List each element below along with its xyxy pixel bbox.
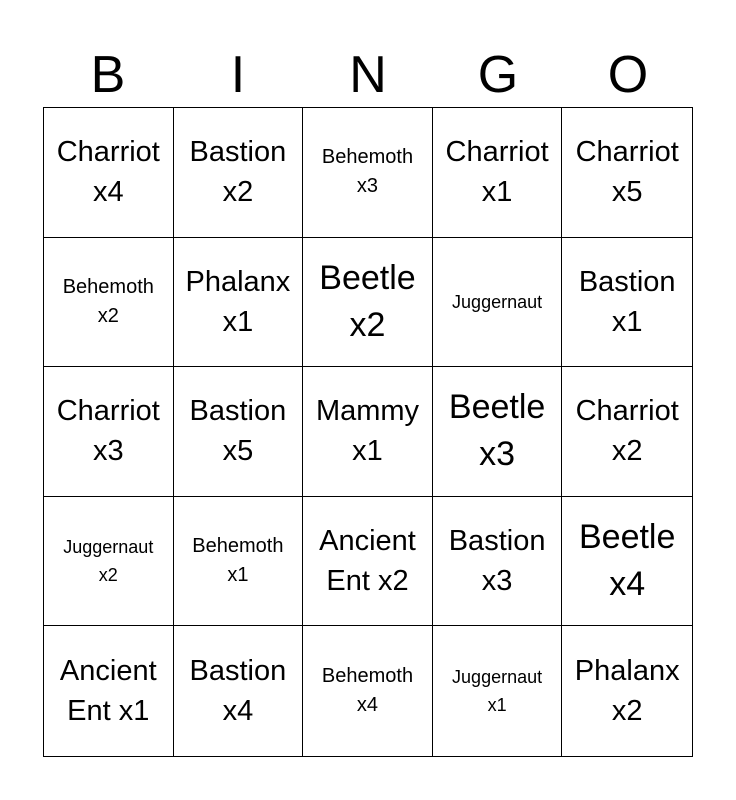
bingo-cell-label: Ancient Ent x1 <box>59 655 157 728</box>
bingo-cell-i4[interactable] <box>174 497 304 627</box>
bingo-header <box>43 44 693 106</box>
bingo-cell-n3[interactable] <box>303 367 433 497</box>
bingo-cell-g3[interactable] <box>433 367 563 497</box>
bingo-cell-n5[interactable] <box>303 626 433 756</box>
bingo-cell-o5[interactable] <box>562 626 692 756</box>
bingo-cell-n1[interactable] <box>303 108 433 238</box>
bingo-cell-b2[interactable] <box>44 238 174 368</box>
bingo-cell-label: Bastion x3 <box>448 525 546 598</box>
bingo-cell-label: Behemoth x2 <box>62 275 154 327</box>
bingo-cell-label: Bastion x1 <box>578 265 676 338</box>
bingo-cell-label: Behemoth x1 <box>192 535 284 587</box>
bingo-cell-o3[interactable] <box>562 367 692 497</box>
bingo-cell-g5[interactable] <box>433 626 563 756</box>
bingo-cell-label: Juggernaut <box>452 291 543 312</box>
bingo-cell-label: Behemoth x3 <box>321 146 414 198</box>
bingo-cell-label: Phalanx x2 <box>574 655 680 728</box>
bingo-cell-g1[interactable] <box>433 108 563 238</box>
bingo-cell-n2[interactable] <box>303 238 433 368</box>
bingo-cell-i1[interactable] <box>174 108 304 238</box>
bingo-cell-g2[interactable] <box>433 238 563 368</box>
bingo-cell-label: Beetle x4 <box>578 518 676 604</box>
bingo-cell-label: Charriot x2 <box>575 395 679 468</box>
bingo-cell-label: Bastion x5 <box>189 395 287 468</box>
bingo-cell-label: Bastion x4 <box>189 655 287 728</box>
bingo-cell-label: Charriot x5 <box>575 136 679 209</box>
bingo-cell-o4[interactable] <box>562 497 692 627</box>
header-letter-b: B <box>90 46 126 104</box>
bingo-cell-b1[interactable] <box>44 108 174 238</box>
bingo-cell-b3[interactable] <box>44 367 174 497</box>
bingo-board <box>43 107 693 757</box>
bingo-cell-label: Charriot x4 <box>56 136 160 209</box>
bingo-cell-n4[interactable] <box>303 497 433 627</box>
bingo-cell-label: Beetle x3 <box>448 388 546 474</box>
header-letter-g: G <box>477 46 519 104</box>
bingo-cell-label: Beetle x2 <box>319 258 416 344</box>
bingo-cell-label: Bastion x2 <box>189 136 287 209</box>
bingo-cell-i2[interactable] <box>174 238 304 368</box>
bingo-cell-label: Ancient Ent x2 <box>319 525 416 598</box>
bingo-cell-o2[interactable] <box>562 238 692 368</box>
header-letter-i: I <box>230 46 246 104</box>
bingo-cell-o1[interactable] <box>562 108 692 238</box>
bingo-cell-label: Phalanx x1 <box>185 265 291 338</box>
header-letter-o: O <box>607 46 649 104</box>
bingo-cell-label: Charriot x1 <box>445 136 549 209</box>
bingo-cell-label: Charriot x3 <box>56 395 160 468</box>
bingo-cell-label: Mammy x1 <box>315 395 420 468</box>
bingo-cell-b4[interactable] <box>44 497 174 627</box>
bingo-cell-i3[interactable] <box>174 367 304 497</box>
bingo-cell-i5[interactable] <box>174 626 304 756</box>
bingo-cell-label: Juggernaut x1 <box>452 667 543 716</box>
bingo-cell-label: Juggernaut x2 <box>63 537 154 586</box>
header-letter-n: N <box>349 46 387 104</box>
bingo-cell-g4[interactable] <box>433 497 563 627</box>
bingo-cell-label: Behemoth x4 <box>321 665 414 717</box>
bingo-cell-b5[interactable] <box>44 626 174 756</box>
